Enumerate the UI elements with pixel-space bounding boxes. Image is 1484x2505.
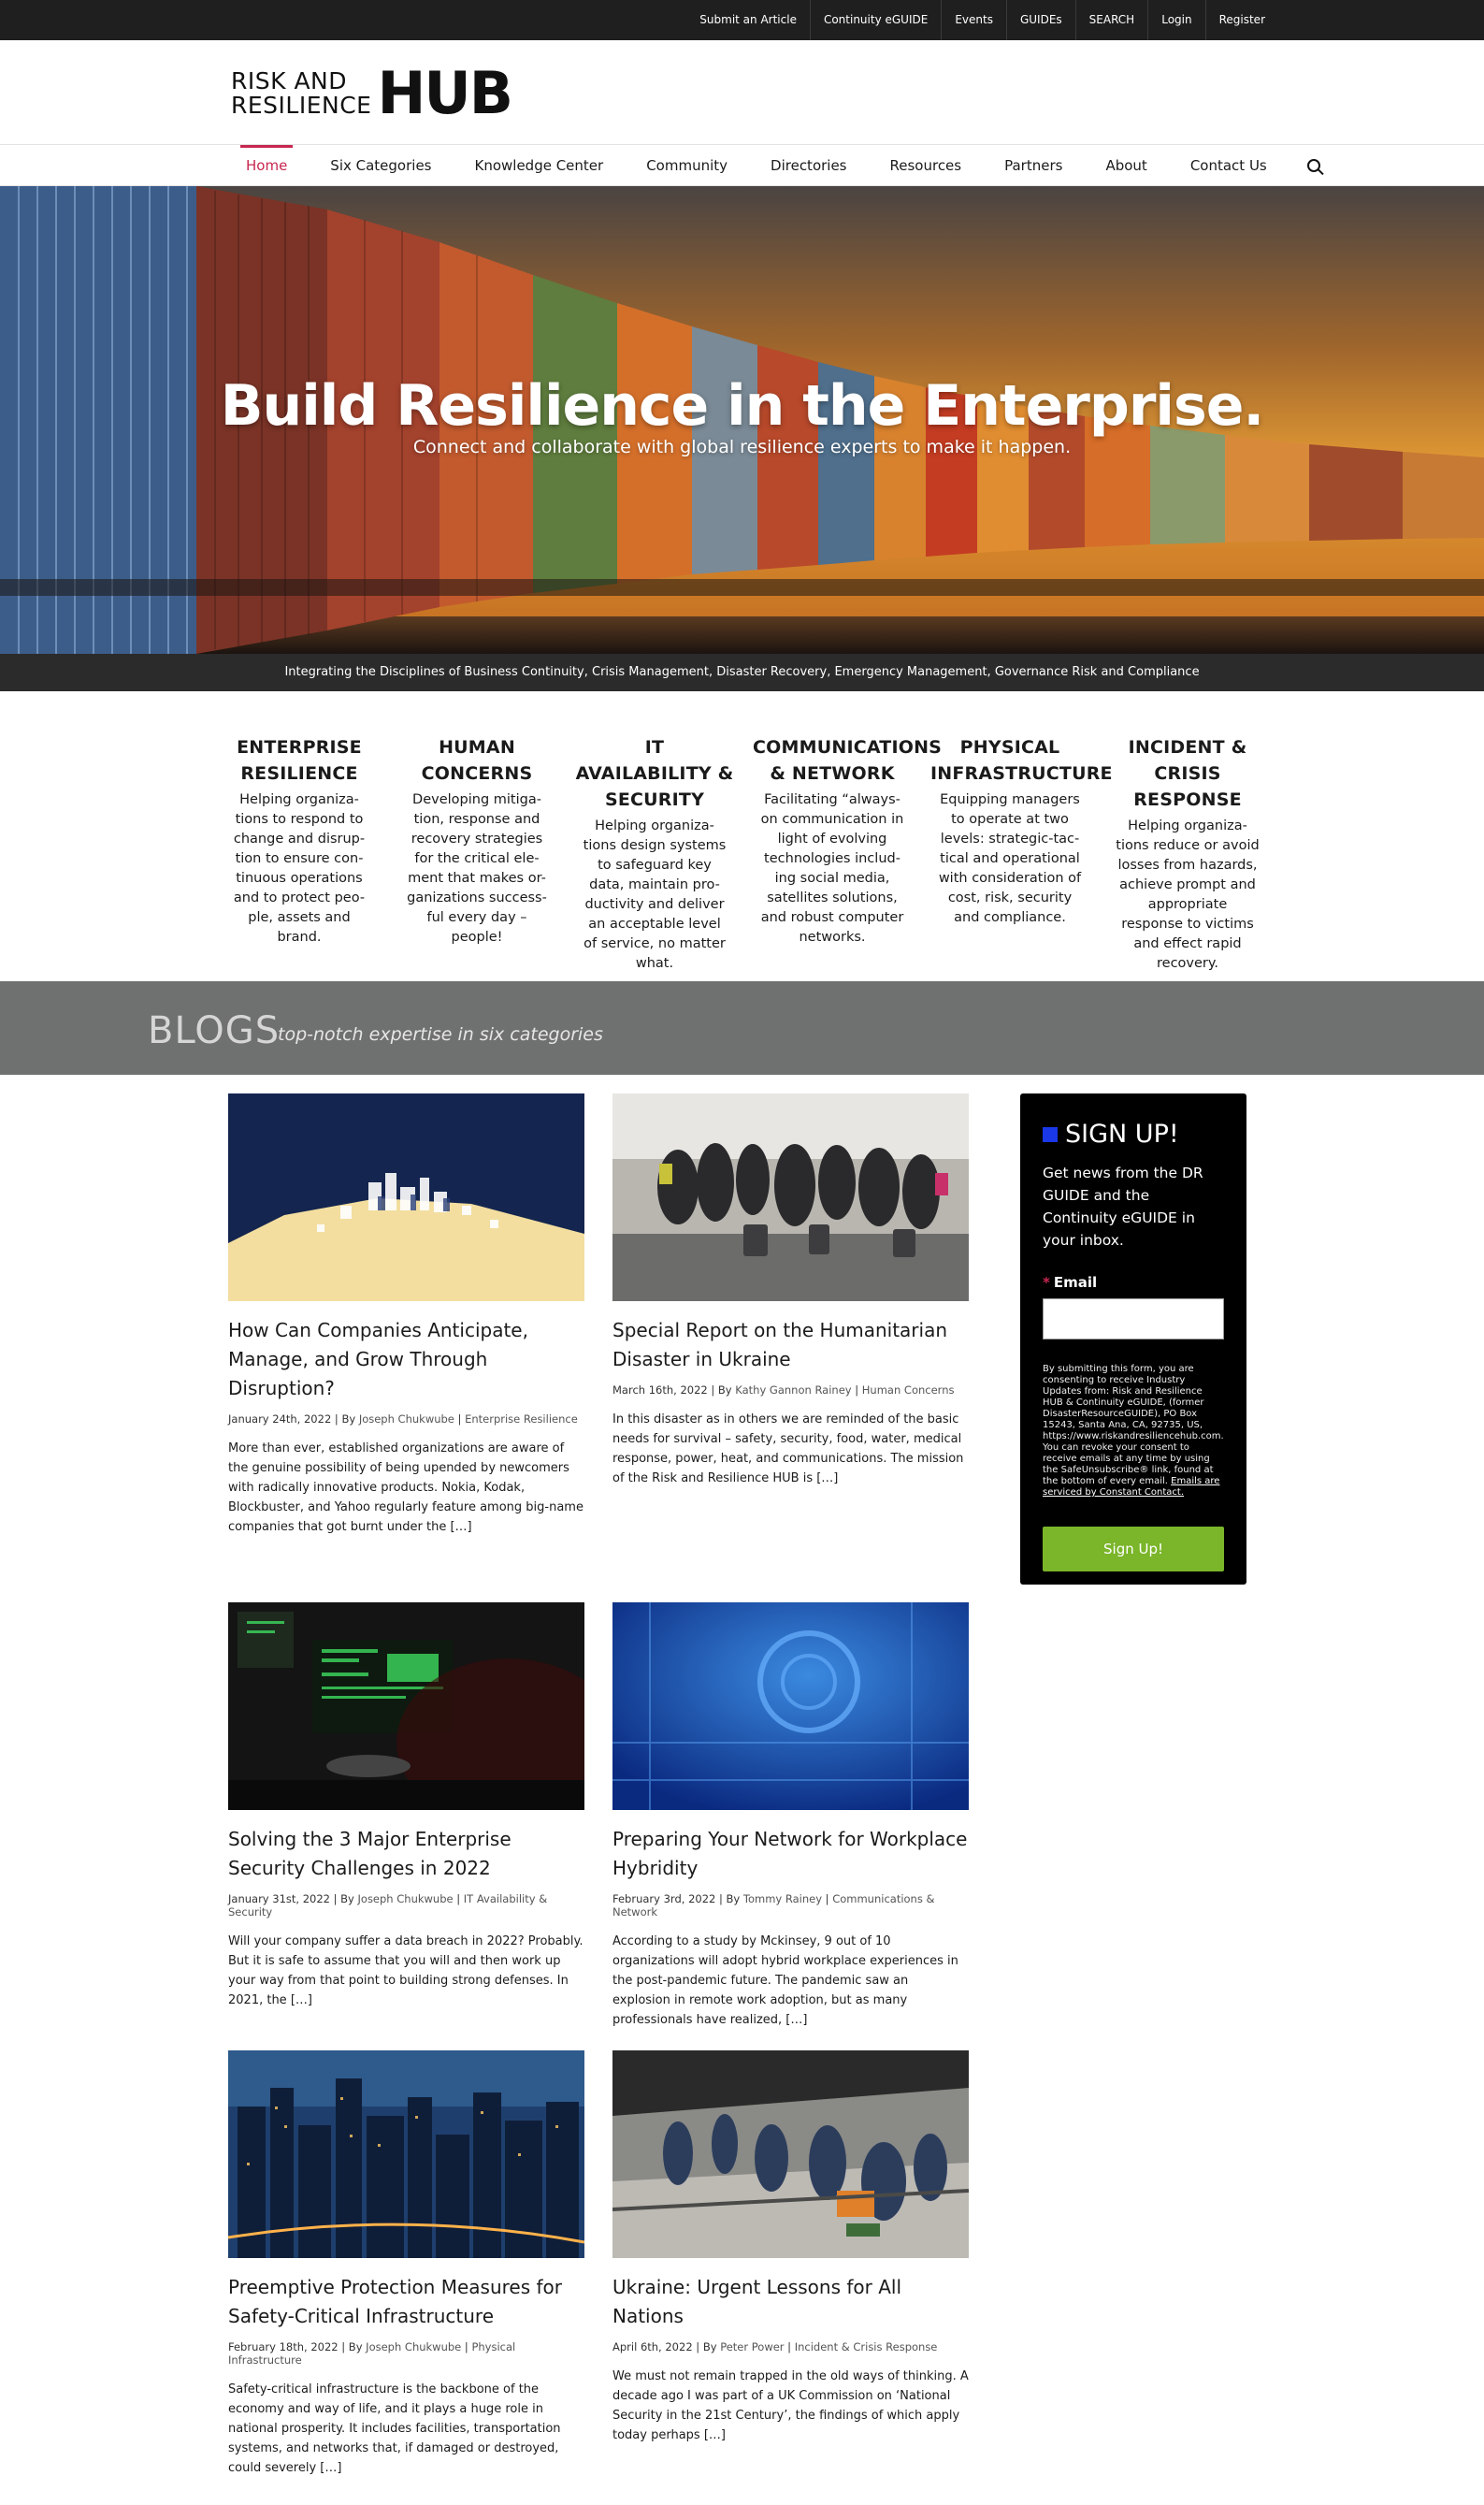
signup-widget	[1020, 1093, 1246, 1585]
category-desc: Helping organiza-tions design systems to safeguard key data, maintain pro-ductivity and deliver an acceptable level of service, no matter what.	[583, 818, 727, 971]
blog-post-card	[228, 2050, 584, 2478]
post-title[interactable]: Special Report on the Humanitarian Disaster in Ukraine	[612, 1319, 948, 1370]
post-image-disruption[interactable]	[228, 1093, 584, 1301]
post-thumbnail	[612, 2050, 969, 2258]
category-title: HUMAN CONCERNS	[421, 737, 533, 784]
post-date: January 24th, 2022	[228, 1412, 332, 1426]
site-header	[0, 40, 1484, 145]
post-thumbnail	[612, 1093, 969, 1301]
nav-knowledge-center[interactable]: Knowledge Center	[474, 157, 604, 174]
post-author[interactable]: Peter Power	[720, 2340, 785, 2353]
nav-directories[interactable]: Directories	[771, 157, 847, 174]
post-meta: January 24th, 2022 | By Joseph Chukwube | Enterprise Resilience	[228, 1412, 578, 1426]
signup-title: SIGN UP!	[1065, 1120, 1179, 1149]
category-it-availability[interactable]	[566, 734, 743, 971]
post-meta: January 31st, 2022 | By Joseph Chukwube | IT Availability & Security	[228, 1892, 548, 1919]
category-desc: Facilitating “always-on communication in light of evolving technologies includ-ing social media, satellites solutions, and robust computer networks.	[760, 792, 904, 945]
post-image-security[interactable]	[228, 1602, 584, 1810]
post-meta: March 16th, 2022 | By Kathy Gannon Rainey | Human Concerns	[612, 1383, 955, 1397]
email-label	[1043, 1274, 1224, 1291]
post-excerpt: More than ever, established organizations are aware of the genuine possibility of being upended by newcomers with radically innovative products. Nokia, Kodak, Blockbuster, and Yahoo regularly feature among big-name companies that got burnt under the […]	[228, 1441, 584, 1534]
post-author[interactable]: Joseph Chukwube	[357, 1892, 454, 1905]
guides-link[interactable]: GUIDEs	[1006, 0, 1075, 40]
signup-description: Get news from the DR GUIDE and the Continuity eGUIDE in your inbox.	[1043, 1165, 1203, 1249]
post-date: February 3rd, 2022	[612, 1892, 716, 1905]
post-title[interactable]: Preparing Your Network for Workplace Hybridity	[612, 1828, 968, 1879]
blogs-banner	[0, 981, 1484, 1075]
blogs-tagline: top-notch expertise in six categories	[278, 1024, 603, 1045]
post-image-city[interactable]	[228, 2050, 584, 2258]
blog-post-card	[228, 1093, 584, 1537]
post-date: January 31st, 2022	[228, 1892, 330, 1905]
top-utility-bar	[0, 0, 1484, 40]
blog-post-card	[612, 1602, 969, 2030]
post-thumbnail	[228, 1602, 584, 1810]
submit-article-link[interactable]: Submit an Article	[699, 13, 797, 26]
category-title: COMMUNICATIONS & NETWORK	[753, 737, 943, 784]
post-date: April 6th, 2022	[612, 2340, 693, 2353]
post-category[interactable]: Physical Infrastructure	[228, 2340, 516, 2367]
post-excerpt: In this disaster as in others we are reminded of the basic needs for survival – safety, security, food, water, medical response, power, heat, and communications. The mission of the Risk and Resilience HUB is […]	[612, 1412, 964, 1485]
email-field[interactable]	[1043, 1298, 1224, 1339]
post-meta: February 18th, 2022 | By Joseph Chukwube | Physical Infrastructure	[228, 2340, 516, 2367]
hero-subtitle: Connect and collaborate with global resilience experts to make it happen.	[412, 437, 1072, 457]
main-navigation	[0, 145, 1484, 186]
signup-legal-text	[1043, 1364, 1224, 1499]
post-excerpt: According to a study by Mckinsey, 9 out of 10 organizations will adopt hybrid workplace experiences in the post-pandemic future. The pandemic saw an explosion in remote work adoption, but as many professionals have realized, […]	[612, 1934, 958, 2027]
category-physical-infrastructure[interactable]	[921, 734, 1113, 959]
site-logo[interactable]	[231, 59, 511, 127]
signup-heading	[1043, 1120, 1224, 1149]
category-desc: Equipping managers to operate at two levels: strategic-tac-tical and operational with consideration of cost, risk, security and compliance.	[938, 792, 1082, 925]
post-category[interactable]: IT Availability & Security	[228, 1892, 548, 1919]
category-title: ENTERPRISE RESILIENCE	[237, 737, 362, 784]
utility-links	[686, 0, 1278, 40]
category-title: INCIDENT & CRISIS RESPONSE	[1128, 737, 1247, 810]
post-title[interactable]: Ukraine: Urgent Lessons for All Nations	[612, 2276, 901, 2327]
post-excerpt: Will your company suffer a data breach in 2022? Probably. But it is safe to assume that you will and then work up your way from that point to building strong defenses. In 2021, the […]	[228, 1934, 584, 2007]
post-image-network[interactable]	[612, 1602, 969, 1810]
signup-square-icon	[1043, 1127, 1058, 1142]
logo-line-2: RESILIENCE	[231, 92, 372, 119]
blog-post-card	[612, 1093, 969, 1488]
nav-six-categories[interactable]: Six Categories	[330, 157, 432, 174]
logo-line-1: RISK AND	[231, 67, 348, 94]
category-communications[interactable]	[743, 734, 943, 959]
categories-row	[210, 734, 1276, 971]
nav-home[interactable]: Home	[224, 145, 309, 186]
logo-wordmark-small	[231, 69, 371, 118]
nav-about[interactable]: About	[1105, 157, 1147, 174]
post-category[interactable]: Incident & Crisis Response	[794, 2340, 938, 2353]
login-link[interactable]: Login	[1147, 0, 1204, 40]
search-icon[interactable]	[1307, 159, 1320, 172]
post-category[interactable]: Enterprise Resilience	[465, 1412, 578, 1426]
post-thumbnail	[228, 2050, 584, 2258]
post-author[interactable]: Joseph Chukwube	[366, 2340, 462, 2353]
post-excerpt: Safety-critical infrastructure is the backbone of the economy and way of life, and it plays a huge role in national prosperity. It includes facilities, transportation systems, and networks that, if damaged or destroyed, could severely […]	[228, 2382, 561, 2475]
events-link[interactable]: Events	[941, 0, 1006, 40]
category-title: PHYSICAL INFRASTRUCTURE	[930, 737, 1113, 784]
post-meta: April 6th, 2022 | By Peter Power | Incident & Crisis Response	[612, 2340, 938, 2353]
constant-contact-link[interactable]: Emails are serviced by Constant Contact.	[1043, 1476, 1220, 1498]
nav-community[interactable]: Community	[646, 157, 728, 174]
hero-title: Build Resilience in the Enterprise.	[220, 373, 1264, 439]
category-desc: Helping organiza-tions reduce or avoid losses from hazards, achieve prompt and appropriate response to victims and effect rapid recovery.	[1116, 818, 1260, 971]
post-author[interactable]: Tommy Rainey	[742, 1892, 823, 1905]
nav-resources[interactable]: Resources	[889, 157, 962, 174]
post-image-ukraine-evacuation[interactable]	[612, 2050, 969, 2258]
search-link[interactable]: SEARCH	[1075, 0, 1148, 40]
register-link[interactable]: Register	[1205, 0, 1278, 40]
post-thumbnail	[612, 1602, 969, 1810]
post-image-ukraine-refugees[interactable]	[612, 1093, 969, 1301]
nav-partners[interactable]: Partners	[1004, 157, 1063, 174]
post-author[interactable]: Joseph Chukwube	[358, 1412, 454, 1426]
category-desc: Helping organiza-tions to respond to change and disrup-tion to ensure con-tinuous operations and to protect peo-ple, assets and brand.	[233, 792, 366, 945]
nav-contact-us[interactable]: Contact Us	[1189, 157, 1267, 174]
post-meta: February 3rd, 2022 | By Tommy Rainey | Communications & Network	[612, 1892, 935, 1919]
required-mark: *	[1043, 1274, 1050, 1291]
post-excerpt: We must not remain trapped in the old ways of thinking. A decade ago I was part of a UK Commission on ‘National Security in the 21st Century’, the findings of which apply today perhaps […]	[612, 2369, 969, 2442]
email-label-text: Email	[1053, 1274, 1098, 1291]
logo-hub: HUB	[377, 59, 511, 127]
continuity-eguide-link[interactable]: Continuity eGUIDE	[810, 0, 941, 40]
blog-post-card	[228, 1602, 584, 2010]
post-date: March 16th, 2022	[612, 1383, 708, 1397]
signup-button[interactable]: Sign Up!	[1043, 1527, 1224, 1571]
post-date: February 18th, 2022	[228, 2340, 339, 2353]
post-title[interactable]: How Can Companies Anticipate, Manage, and Grow Through Disruption?	[228, 1319, 528, 1399]
category-human-concerns[interactable]	[388, 734, 566, 959]
category-enterprise-resilience[interactable]	[210, 734, 388, 959]
legal-text: By submitting this form, you are consenting to receive Industry Updates from: Risk and Resilience HUB & Continuity eGUIDE, (former DisasterResourceGUIDE), PO Box 15243, Santa Ana, CA, 92735, US, https://www.riskandresiliencehub.com. You can revoke your consent to receive emails at any time by using the SafeUnsubscribe® link, found at the bottom of every email.	[1043, 1364, 1224, 1486]
disciplines-strip: Integrating the Disciplines of Business Continuity, Crisis Management, Disaster Recovery, Emergency Management, Governance Risk and Compliance	[0, 654, 1484, 691]
post-author[interactable]: Kathy Gannon Rainey	[735, 1383, 852, 1397]
main-nav-items	[224, 145, 1320, 186]
post-title[interactable]: Preemptive Protection Measures for Safety-Critical Infrastructure	[228, 2276, 562, 2327]
post-title[interactable]: Solving the 3 Major Enterprise Security Challenges in 2022	[228, 1828, 511, 1879]
category-desc: Developing mitiga-tion, response and recovery strategies for the critical ele-ment that makes or-ganizations success-ful every day – people!	[407, 792, 547, 945]
category-incident-response[interactable]	[1099, 734, 1276, 971]
post-category[interactable]: Human Concerns	[861, 1383, 955, 1397]
category-title: IT AVAILABILITY & SECURITY	[575, 737, 734, 810]
post-thumbnail	[228, 1093, 584, 1301]
post-category[interactable]: Communications & Network	[612, 1892, 935, 1919]
blog-post-card	[612, 2050, 969, 2445]
hero-banner	[0, 186, 1484, 654]
blogs-title: BLOGS	[148, 1009, 281, 1052]
